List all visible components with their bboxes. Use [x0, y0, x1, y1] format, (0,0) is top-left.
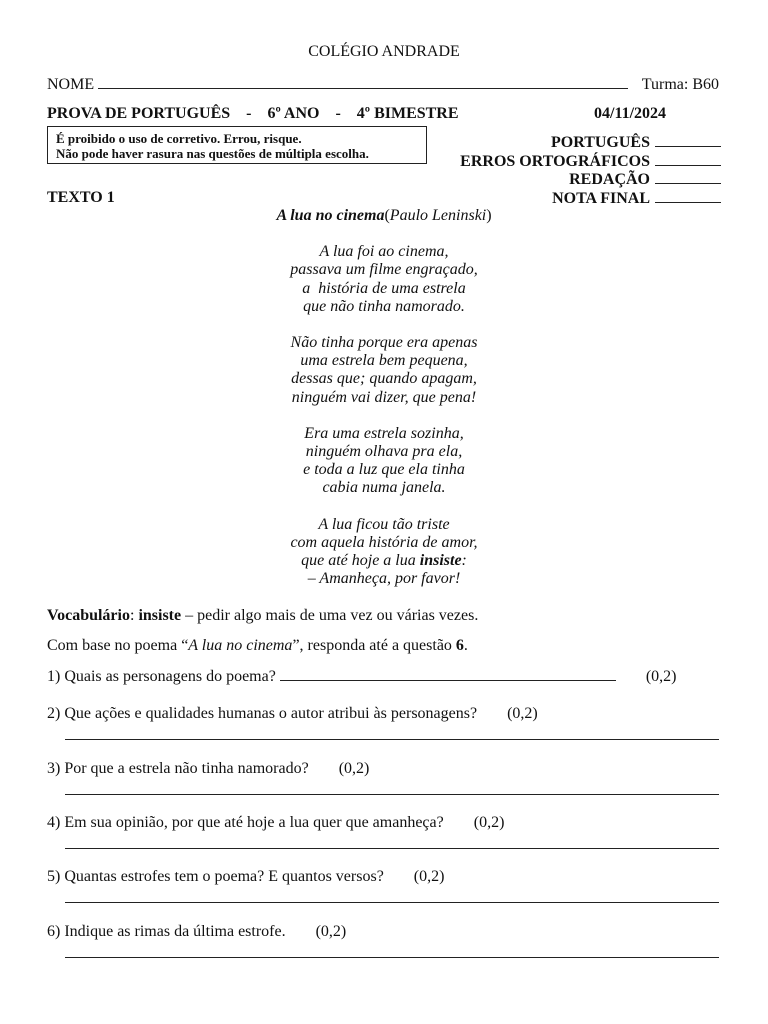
school-name: COLÉGIO ANDRADE — [308, 43, 460, 60]
grade-row-nota-final — [460, 190, 721, 209]
grade-label: PORTUGUÊS — [550, 134, 650, 151]
vocab-colon: : — [129, 607, 139, 624]
verse: passava um filme engraçado, — [290, 261, 478, 279]
verse: ninguém olhava pra ela, — [305, 443, 463, 461]
question-6 — [47, 923, 719, 958]
question-text: 5) Quantas estrofes tem o poema? E quantos versos? — [47, 868, 384, 885]
name-label: NOME — [47, 76, 95, 93]
vocab-word: insiste — [138, 607, 182, 624]
verse — [0, 552, 768, 570]
poem-author: Paulo Leninski — [389, 207, 487, 224]
instruction-part: . — [463, 637, 468, 654]
question-points: (0,2) — [413, 868, 445, 885]
warning-line: É proibido o uso de corretivo. Errou, risque. — [56, 131, 302, 146]
verse: e toda a luz que ela tinha — [303, 461, 465, 479]
grade-field[interactable] — [655, 134, 721, 147]
verse: uma estrela bem pequena, — [300, 352, 468, 370]
question-text: 6) Indique as rimas da última estrofe. — [47, 923, 286, 940]
grade-field[interactable] — [655, 171, 721, 184]
question-points: (0,2) — [507, 705, 538, 722]
question-points: (0,2) — [473, 814, 505, 831]
instruction-part: Com base no poema “ — [47, 637, 189, 654]
question-3 — [47, 760, 719, 795]
verse: Era uma estrela sozinha, — [304, 424, 464, 442]
question-text: 4) Em sua opinião, por que até hoje a lua quer que amanheça? — [47, 814, 444, 831]
verse: A lua foi ao cinema, — [319, 243, 449, 261]
grade-label: ERROS ORTOGRÁFICOS — [460, 152, 650, 170]
stanza — [0, 243, 768, 316]
grade-field[interactable] — [655, 190, 721, 203]
question-text: 3) Por que a estrela não tinha namorado? — [47, 760, 309, 777]
text-label: TEXTO 1 — [47, 189, 115, 206]
question-1 — [47, 668, 719, 686]
question-points: (0,2) — [315, 923, 347, 940]
grade-row-portugues — [460, 134, 721, 153]
poem-paren: ( — [384, 207, 390, 224]
class-label: Turma: B60 — [641, 76, 719, 93]
verse: cabia numa janela. — [322, 479, 446, 497]
exam-date: 04/11/2024 — [594, 105, 667, 122]
question-text: 2) Que ações e qualidades humanas o autor atribui às personagens? — [47, 705, 478, 722]
vocab-definition: – pedir algo mais de uma vez ou várias vezes. — [181, 607, 479, 624]
poem-heading — [0, 207, 768, 225]
answer-line[interactable] — [65, 945, 719, 958]
poem-paren: ) — [486, 207, 492, 224]
answer-line[interactable] — [65, 782, 719, 795]
question-text: 1) Quais as personagens do poema? — [47, 668, 276, 685]
grade-label: NOTA FINAL — [552, 189, 650, 207]
instruction-number: 6 — [455, 637, 464, 654]
exam-title: PROVA DE PORTUGUÊS - 6º ANO - 4º BIMESTRE — [47, 105, 459, 122]
answer-line[interactable] — [65, 890, 719, 903]
verse: com aquela história de amor, — [290, 533, 478, 551]
verse-part: : — [461, 552, 467, 570]
poem-title: A lua no cinema — [276, 207, 385, 224]
question-points: (0,2) — [645, 668, 677, 685]
question-points: (0,2) — [338, 760, 370, 777]
answer-line[interactable] — [65, 727, 719, 740]
warning-line: Não pode haver rasura nas questões de múltipla escolha. — [56, 146, 369, 161]
verse: Não tinha porque era apenas — [290, 334, 478, 352]
name-row — [47, 74, 719, 94]
grade-row-erros — [460, 153, 721, 172]
name-field[interactable] — [98, 74, 628, 89]
grades-block — [460, 134, 721, 208]
verse: dessas que; quando apagam, — [291, 370, 477, 388]
stanza — [0, 516, 768, 589]
stanza — [0, 334, 768, 407]
answer-line[interactable] — [280, 668, 616, 681]
verse: que não tinha namorado. — [303, 297, 465, 315]
grade-field[interactable] — [655, 153, 721, 166]
instruction-title: A lua no cinema — [188, 637, 293, 654]
stanza — [0, 425, 768, 498]
instruction-part: ”, responda até a questão — [292, 637, 456, 654]
verse: a história de uma estrela — [302, 279, 466, 297]
question-5 — [47, 868, 719, 903]
verse-bold-word: insiste — [419, 552, 462, 570]
vocabulary-note — [47, 607, 478, 625]
verse: – Amanheça, por favor! — [307, 570, 461, 588]
grade-label: REDAÇÃO — [569, 171, 650, 188]
poem — [0, 207, 768, 588]
verse-part: que até hoje a lua — [301, 552, 420, 570]
warning-box — [47, 126, 427, 164]
grade-row-redacao — [460, 171, 721, 190]
question-2 — [47, 705, 719, 740]
vocab-label: Vocabulário — [47, 607, 130, 624]
question-4 — [47, 814, 719, 849]
verse: A lua ficou tão triste — [318, 515, 450, 533]
answer-line[interactable] — [65, 836, 719, 849]
instruction — [47, 637, 468, 655]
verse: ninguém vai dizer, que pena! — [291, 388, 477, 406]
